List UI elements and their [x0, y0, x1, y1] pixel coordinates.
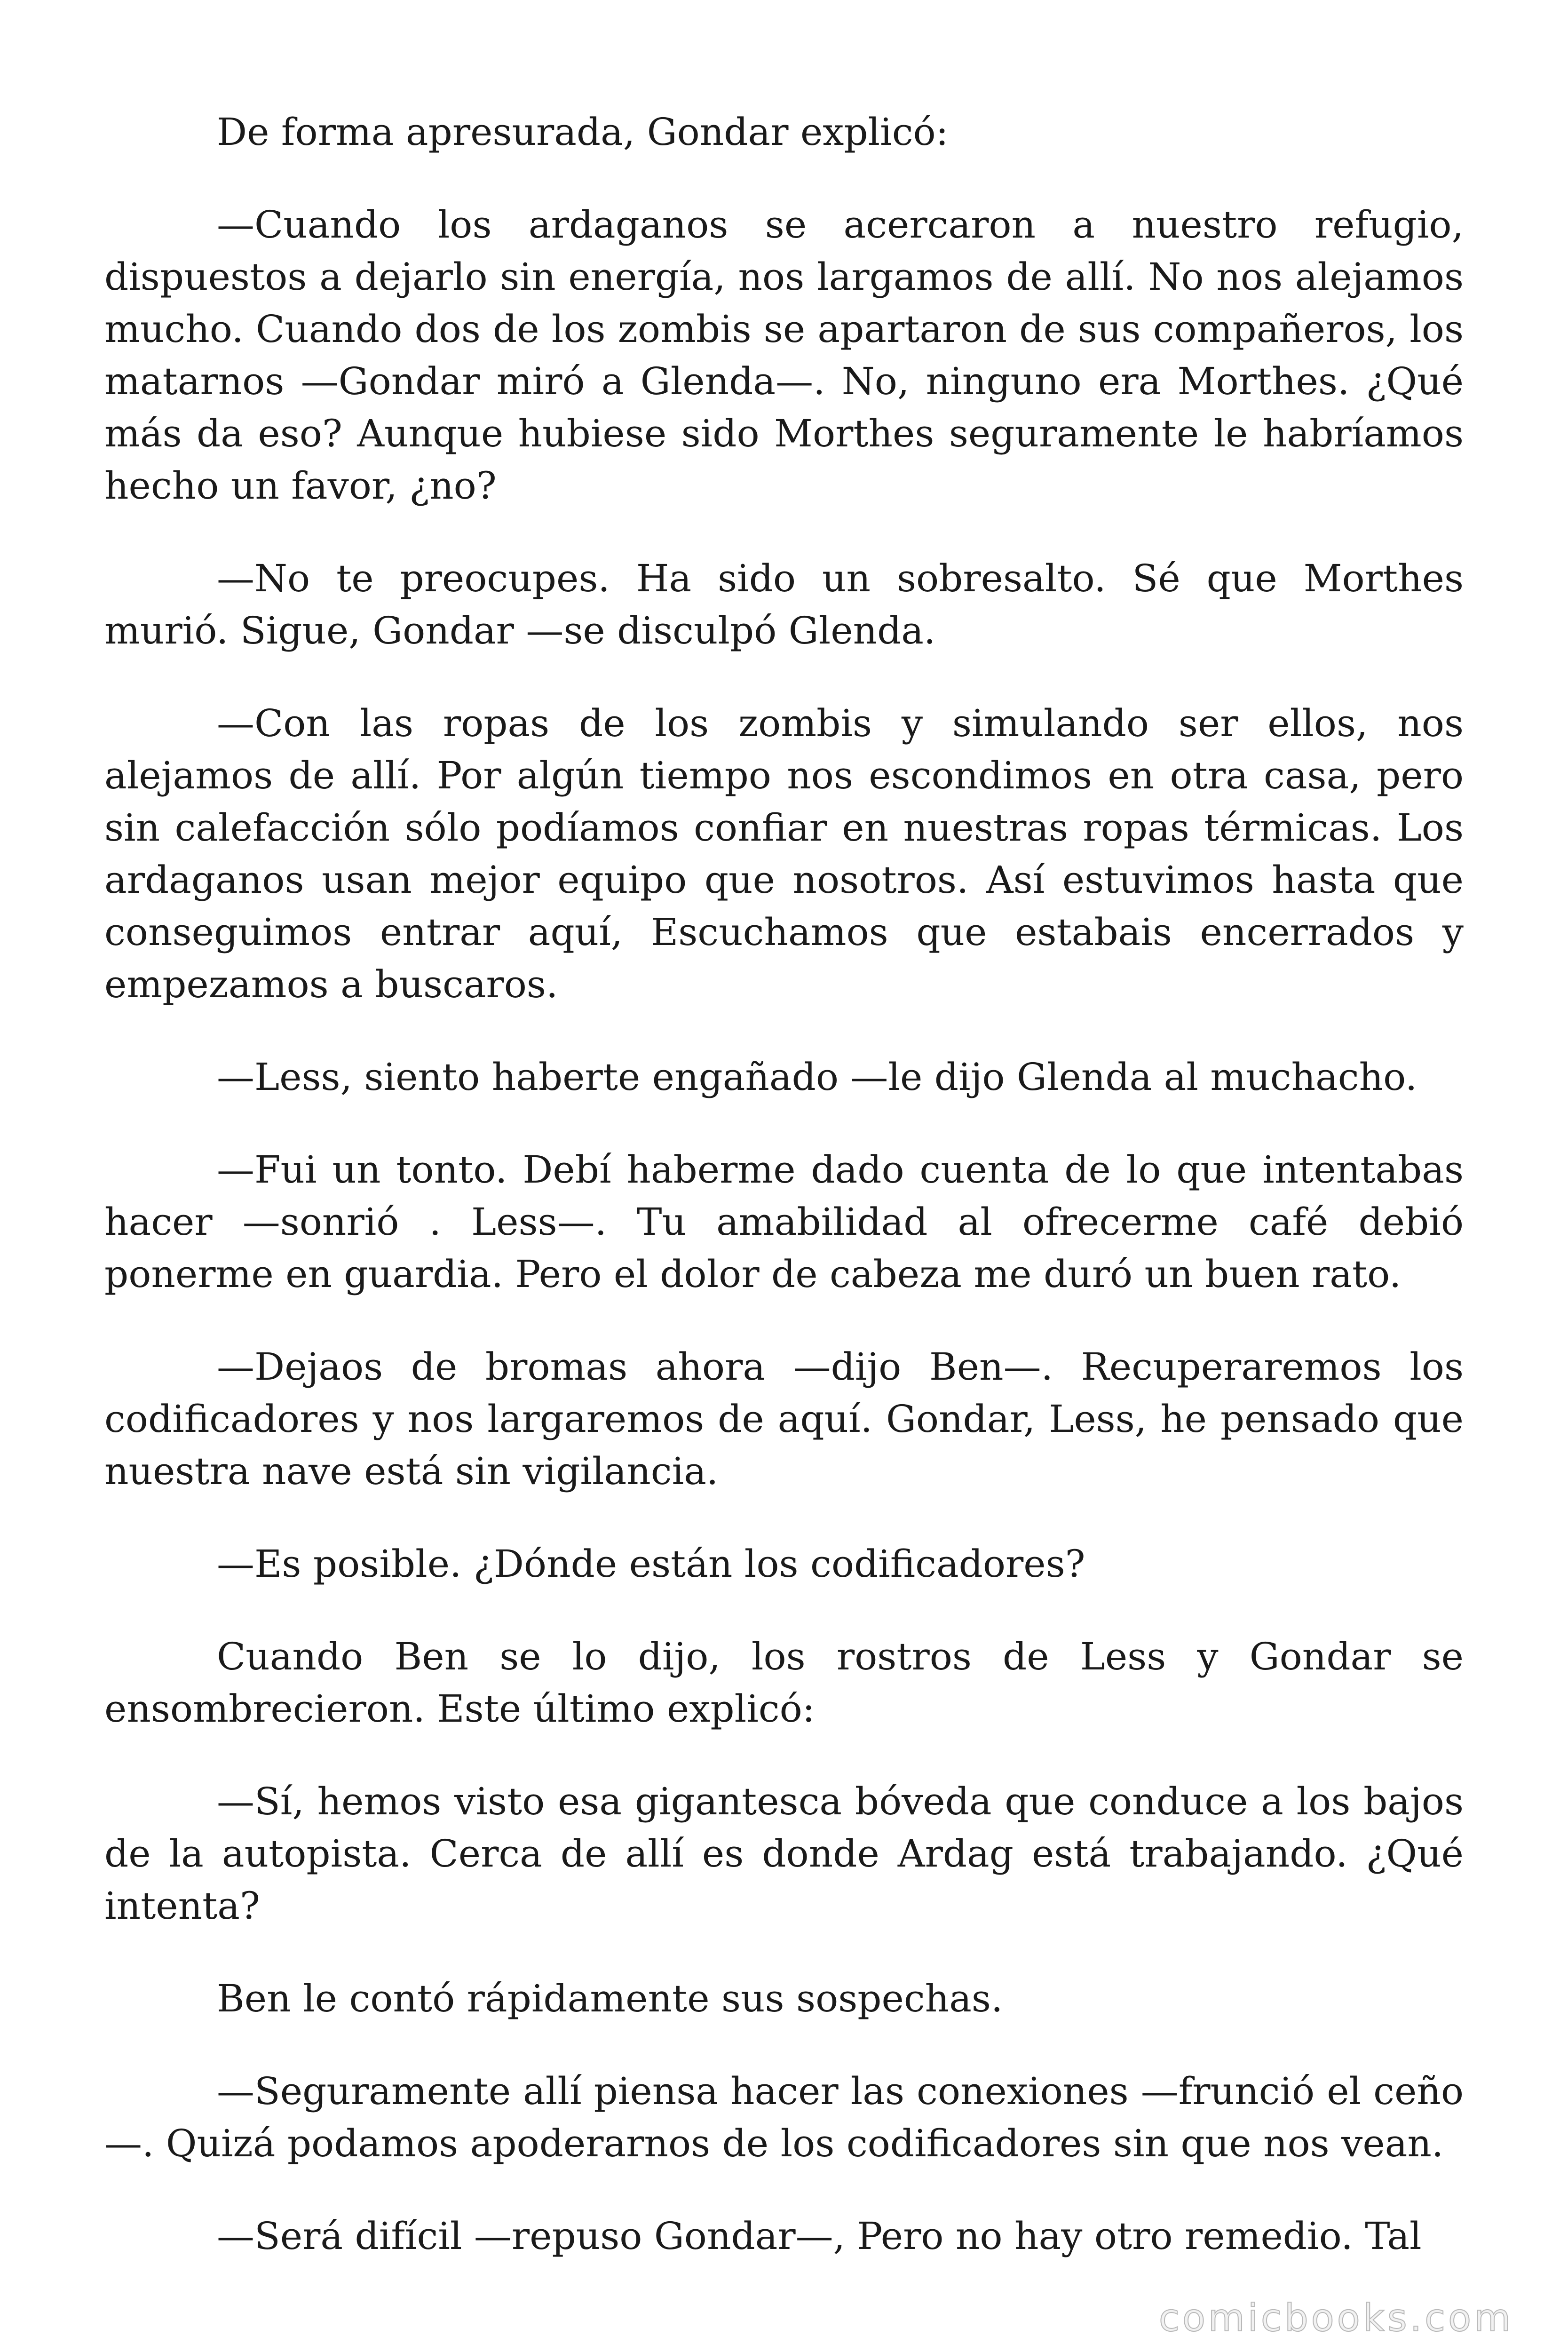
paragraph: —Sí, hemos visto esa gigantesca bóveda que conduce a los bajos de la autopista. Cerca de allí es donde Ardag está trabajando. ¿Qué intenta?: [104, 1780, 1464, 1928]
paragraph: Cuando Ben se lo dijo, los rostros de Less y Gondar se ensombrecieron. Este último explicó:: [104, 1635, 1464, 1731]
paragraph: Ben le contó rápidamente sus sospechas.: [217, 1977, 1003, 2020]
paragraph: —Less, siento haberte engañado —le dijo Glenda al muchacho.: [217, 1055, 1418, 1099]
paragraph: —Cuando los ardaganos se acercaron a nuestro refugio, dispuestos a dejarlo sin energía, nos largamos de allí. No nos alejamos mucho. Cuando dos de los zombis se apartaron de sus compañeros, los matarnos —Gondar miró a Glenda—. No, ninguno era Morthes. ¿Qué más da eso? Aunque hubiese sido Morthes seguramente le habríamos hecho un favor, ¿no?: [104, 203, 1464, 508]
paragraph: —Será difícil —repuso Gondar—, Pero no hay otro remedio. Tal: [217, 2214, 1422, 2258]
text-body: [104, 106, 1464, 2303]
paragraph: —Es posible. ¿Dónde están los codificadores?: [217, 1542, 1085, 1586]
watermark: comicbooks.com: [1158, 2296, 1513, 2340]
paragraph: De forma apresurada, Gondar explicó:: [217, 110, 949, 154]
paragraph: —No te preocupes. Ha sido un sobresalto. Sé que Morthes murió. Sigue, Gondar —se disculpó Glenda.: [104, 556, 1464, 652]
paragraph: —Fui un tonto. Debí haberme dado cuenta de lo que intentabas hacer —sonrió . Less—. Tu amabilidad al ofrecerme café debió ponerme en guardia. Pero el dolor de cabeza me duró un buen rato.: [104, 1148, 1464, 1296]
paragraph: —Dejaos de bromas ahora —dijo Ben—. Recuperaremos los codificadores y nos largaremos de aquí. Gondar, Less, he pensado que nuestra nave está sin vigilancia.: [104, 1345, 1464, 1493]
paragraph: —Con las ropas de los zombis y simulando ser ellos, nos alejamos de allí. Por algún tiempo nos escondimos en otra casa, pero sin calefacción sólo podíamos confiar en nuestras ropas térmicas. Los ardaganos usan mejor equipo que nosotros. Así estuvimos hasta que conseguimos entrar aquí, Escuchamos que estabais encerrados y empezamos a buscaros.: [104, 701, 1464, 1006]
paragraph: —Seguramente allí piensa hacer las conexiones —frunció el ceño —. Quizá podamos apoderarnos de los codificadores sin que nos vean.: [104, 2069, 1464, 2165]
